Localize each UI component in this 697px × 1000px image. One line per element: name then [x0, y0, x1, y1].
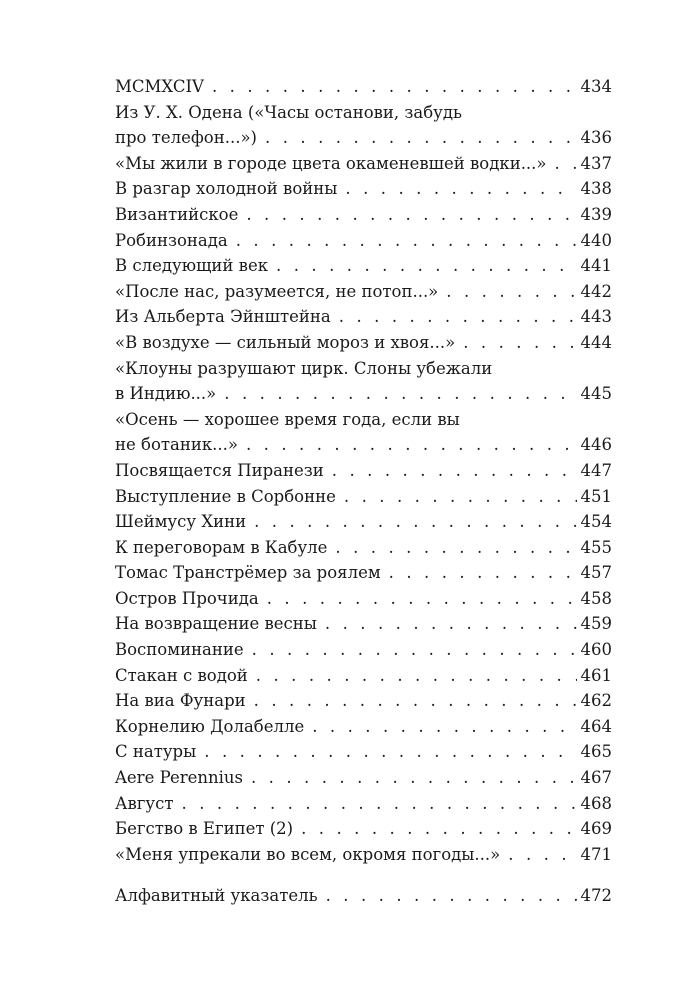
toc-entry: [115, 253, 612, 279]
entry-line: [115, 663, 612, 689]
toc-entry: [115, 791, 612, 817]
entry-line: [115, 304, 612, 330]
dot-leader: [389, 560, 577, 586]
toc-entry: [115, 816, 612, 842]
entry-line: [115, 509, 612, 535]
page-number: 443: [580, 307, 612, 327]
dot-leader: [236, 228, 577, 254]
entry-line: [115, 816, 612, 842]
toc-entry: [115, 176, 612, 202]
dot-leader: [555, 151, 577, 177]
entry-line: [115, 586, 612, 612]
entry-line: [115, 535, 612, 561]
entry-line: [115, 883, 612, 909]
page-number: 462: [580, 691, 612, 711]
page-number: 454: [580, 512, 612, 532]
dot-leader: [224, 381, 576, 407]
page-number: 439: [580, 204, 612, 224]
entry-line: [115, 637, 612, 663]
page-number: 465: [580, 742, 612, 762]
dot-leader: [276, 253, 576, 279]
entry-title: К переговорам в Кабуле: [115, 537, 328, 557]
entry-line: [115, 381, 612, 407]
entry-title-line: «Осень — хорошее время года, если вы: [115, 409, 460, 429]
table-of-contents: [115, 74, 612, 909]
page-number: 438: [580, 179, 612, 199]
entry-line: [115, 151, 612, 177]
entry-title: про телефон...»): [115, 128, 257, 148]
page-number: 468: [580, 793, 612, 813]
entry-title: Шеймусу Хини: [115, 512, 247, 532]
toc-entry: [115, 611, 612, 637]
dot-leader: [312, 714, 576, 740]
toc-entry: [115, 151, 612, 177]
section-gap: [115, 867, 612, 883]
dot-leader: [463, 330, 576, 356]
entry-title: Остров Прочида: [115, 588, 259, 608]
dot-leader: [252, 637, 577, 663]
page-number: 459: [580, 614, 612, 634]
page-number: 446: [580, 435, 612, 455]
entry-title: MCMXCIV: [115, 77, 204, 96]
page-number: 440: [580, 230, 612, 250]
dot-leader: [339, 304, 577, 330]
dot-leader: [256, 663, 577, 689]
entry-line: [115, 484, 612, 510]
toc-entry: [115, 100, 612, 151]
entry-title: не ботаник...»: [115, 435, 238, 455]
entry-line: [115, 125, 612, 151]
dot-leader: [212, 74, 577, 100]
page-number: 434: [580, 77, 612, 96]
entry-title-line: «Клоуны разрушают цирк. Слоны убежали: [115, 358, 493, 378]
entry-line: [115, 74, 612, 100]
toc-entry: [115, 688, 612, 714]
entry-line: [115, 842, 612, 868]
toc-entry: [115, 765, 612, 791]
page-number: 467: [580, 768, 612, 788]
entry-line: [115, 765, 612, 791]
toc-entry: [115, 458, 612, 484]
entry-title: На возвращение весны: [115, 614, 317, 634]
dot-leader: [345, 176, 576, 202]
entry-line: [115, 432, 612, 458]
entry-title: Стакан с водой: [115, 665, 248, 685]
toc-entry: [115, 202, 612, 228]
page-number: 451: [580, 486, 612, 506]
page-number: 460: [580, 640, 612, 660]
toc-entry: [115, 535, 612, 561]
entry-line: [115, 688, 612, 714]
entry-title: Выступление в Сорбонне: [115, 486, 336, 506]
page-number: 455: [580, 537, 612, 557]
entry-title: «После нас, разумеется, не потоп...»: [115, 281, 439, 301]
dot-leader: [301, 816, 576, 842]
toc-entry: [115, 74, 612, 100]
toc-entry: [115, 509, 612, 535]
page-number: 457: [580, 563, 612, 583]
dot-leader: [182, 791, 577, 817]
page-number: 461: [580, 665, 612, 685]
entry-title: Воспоминание: [115, 640, 244, 660]
dot-leader: [508, 842, 576, 868]
toc-entry: [115, 228, 612, 254]
toc-entry: [115, 714, 612, 740]
dot-leader: [326, 883, 577, 909]
toc-entry: [115, 663, 612, 689]
entry-title: Посвящается Пиранези: [115, 460, 324, 480]
entry-line: [115, 458, 612, 484]
page-number: 436: [580, 128, 612, 148]
entry-title: Бегство в Египет (2): [115, 819, 294, 839]
dot-leader: [246, 202, 576, 228]
page-number: 464: [580, 716, 612, 736]
dot-leader: [332, 458, 577, 484]
entry-title: Август: [115, 793, 174, 813]
page-number: 471: [580, 844, 612, 864]
page-number: 445: [580, 384, 612, 404]
page-number: 469: [580, 819, 612, 839]
toc-entry: [115, 330, 612, 356]
dot-leader: [254, 688, 577, 714]
dot-leader: [267, 586, 577, 612]
toc-entry: [115, 279, 612, 305]
entry-line: [115, 279, 612, 305]
toc-entry: [115, 356, 612, 407]
toc-entry: [115, 637, 612, 663]
entry-title: в Индию...»: [115, 384, 217, 404]
entry-title: Алфавитный указатель: [115, 886, 318, 906]
toc-entry: [115, 304, 612, 330]
entry-title: «Мы жили в городе цвета окаменевшей водки...»: [115, 153, 547, 173]
dot-leader: [254, 509, 576, 535]
entry-title-line: Из У. Х. Одена («Часы останови, забудь: [115, 102, 463, 122]
entry-title: «В воздухе — сильный мороз и хвоя...»: [115, 332, 456, 352]
toc-entry: [115, 407, 612, 458]
page-number: 441: [580, 256, 612, 276]
entry-title: На виа Фунари: [115, 691, 246, 711]
dot-leader: [246, 432, 577, 458]
entry-title: «Меня упрекали во всем, окромя погоды...»: [115, 844, 501, 864]
toc-entry: [115, 560, 612, 586]
page-number: 437: [580, 153, 612, 173]
toc-entry: [115, 739, 612, 765]
dot-leader: [344, 484, 577, 510]
page-number: 444: [580, 332, 612, 352]
entry-title: В разгар холодной войны: [115, 179, 338, 199]
entry-line: [115, 228, 612, 254]
entry-line: [115, 330, 612, 356]
entry-title: Корнелию Долабелле: [115, 716, 305, 736]
dot-leader: [446, 279, 576, 305]
entry-line: [115, 791, 612, 817]
dot-leader: [325, 611, 577, 637]
entry-line: [115, 253, 612, 279]
entry-title: Робинзонада: [115, 230, 228, 250]
entry-line: [115, 714, 612, 740]
entry-title: Из Альберта Эйнштейна: [115, 307, 331, 327]
entry-title: Томас Транстрёмер за роялем: [115, 563, 381, 583]
toc-entry: [115, 484, 612, 510]
page-number: 447: [580, 460, 612, 480]
entry-line: [115, 611, 612, 637]
page-number: 442: [580, 281, 612, 301]
entry-title: Византийское: [115, 204, 239, 224]
toc-entry: [115, 842, 612, 868]
toc-entry-index: [115, 883, 612, 909]
dot-leader: [335, 535, 576, 561]
page-number: 472: [580, 886, 612, 906]
entry-title: В следующий век: [115, 256, 269, 276]
entry-line: [115, 176, 612, 202]
entry-line: [115, 739, 612, 765]
entry-line: [115, 560, 612, 586]
entry-title: С натуры: [115, 742, 197, 762]
entry-line: [115, 202, 612, 228]
page-number: 458: [580, 588, 612, 608]
dot-leader: [251, 765, 577, 791]
dot-leader: [265, 125, 577, 151]
entry-title: Aere Perennius: [115, 768, 243, 788]
toc-entry: [115, 586, 612, 612]
dot-leader: [204, 739, 576, 765]
